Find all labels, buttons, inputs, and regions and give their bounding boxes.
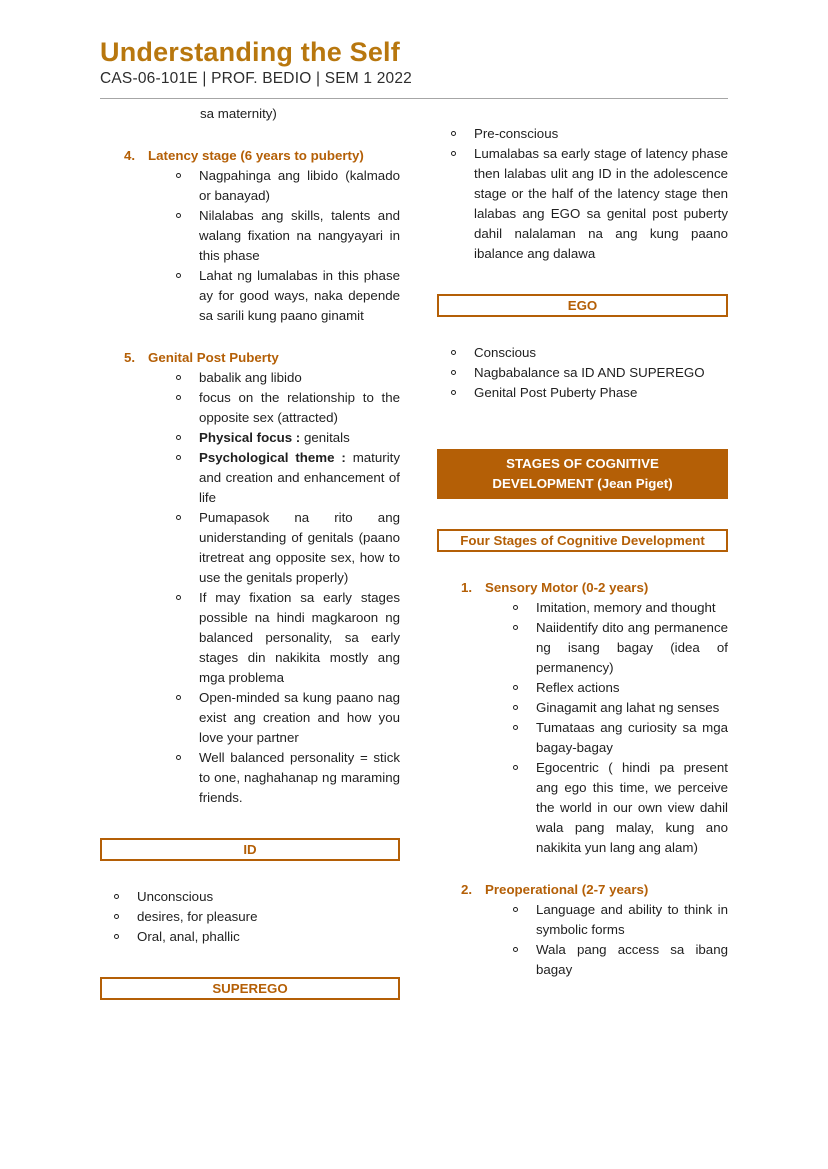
bullet-list [100, 887, 400, 947]
bullet-list [100, 368, 400, 808]
list-item [100, 748, 400, 808]
bullet-icon [114, 914, 119, 919]
section-heading [437, 880, 728, 900]
bullet-icon [513, 605, 518, 610]
bullet-icon [451, 390, 456, 395]
section-number: 1. [461, 580, 473, 595]
list-item-text: Pumapasok na rito ang uniderstanding of genitals (paano itretreat ang opposite sex, how to use the genitals properly) [199, 510, 400, 585]
list-item-text: Open-minded sa kung paano nag exist ang creation and how you love your partner [199, 690, 400, 745]
list-item [100, 448, 400, 508]
list-item [100, 428, 400, 448]
boxed-section-header: EGO [437, 294, 728, 317]
bullet-icon [176, 395, 181, 400]
list-item [437, 900, 728, 940]
list-item [100, 206, 400, 266]
document-header [100, 36, 728, 88]
header-divider [100, 98, 728, 99]
bullet-icon [114, 894, 119, 899]
list-item [437, 363, 728, 383]
section-heading-text: Sensory Motor (0-2 years) [485, 580, 649, 595]
bullet-icon [176, 455, 181, 460]
list-item-bold-label: Physical focus : [199, 430, 301, 445]
list-item-text: Nilalabas ang skills, talents and walang fixation na nangyayari in this phase [199, 208, 400, 263]
bullet-icon [513, 947, 518, 952]
bullet-list [100, 166, 400, 326]
list-item-text: Conscious [474, 345, 537, 360]
section-heading-text: Latency stage (6 years to puberty) [148, 148, 364, 163]
list-item [437, 698, 728, 718]
list-item-text: Oral, anal, phallic [137, 929, 240, 944]
boxed-section-header: SUPEREGO [100, 977, 400, 1000]
bullet-icon [176, 273, 181, 278]
list-item [437, 618, 728, 678]
list-item-text: Tumataas ang curiosity sa mga bagay-bagay [536, 720, 728, 755]
list-item [437, 144, 728, 264]
section-heading-text: Genital Post Puberty [148, 350, 279, 365]
list-item-text: If may fixation sa early stages possible na hindi magkaroon ng balanced personality, sa early stages din nakikita mostly ang mga problema [199, 590, 400, 685]
list-item [437, 940, 728, 980]
list-item-text: Naiidentify dito ang permanence ng isang bagay (idea of permanency) [536, 620, 728, 675]
bullet-icon [513, 725, 518, 730]
list-item-text: Unconscious [137, 889, 214, 904]
list-item-text: Wala pang access sa ibang bagay [536, 942, 728, 977]
list-item [100, 887, 400, 907]
list-item [100, 688, 400, 748]
bullet-icon [176, 173, 181, 178]
list-item-text: Nagbabalance sa ID AND SUPEREGO [474, 365, 705, 380]
bullet-icon [176, 435, 181, 440]
right-column [437, 124, 728, 980]
solid-section-banner: STAGES OF COGNITIVE DEVELOPMENT (Jean Piget) [437, 449, 728, 499]
bullet-icon [176, 375, 181, 380]
list-item-bold-label: Psychological theme : [199, 450, 346, 465]
list-item [100, 508, 400, 588]
list-item-text: Genital Post Puberty Phase [474, 385, 638, 400]
bullet-icon [114, 934, 119, 939]
bullet-icon [513, 705, 518, 710]
list-item [100, 388, 400, 428]
bullet-icon [176, 595, 181, 600]
list-item-text: desires, for pleasure [137, 909, 258, 924]
list-item [100, 907, 400, 927]
course-subtitle: CAS-06-101E | PROF. BEDIO | SEM 1 2022 [100, 70, 412, 87]
list-item-text: babalik ang libido [199, 370, 302, 385]
bullet-list [437, 598, 728, 858]
list-item-text: Pre-conscious [474, 126, 559, 141]
list-item [437, 758, 728, 858]
bullet-icon [176, 213, 181, 218]
bullet-icon [513, 625, 518, 630]
list-item-text: Ginagamit ang lahat ng senses [536, 700, 720, 715]
bullet-list [437, 343, 728, 403]
bullet-icon [176, 755, 181, 760]
bullet-icon [176, 515, 181, 520]
bullet-list [437, 900, 728, 980]
bullet-icon [176, 695, 181, 700]
bullet-icon [451, 370, 456, 375]
bullet-icon [451, 131, 456, 136]
list-item-text: Well balanced personality = stick to one, naghahanap ng maraming friends. [199, 750, 400, 805]
section-number: 5. [124, 350, 136, 365]
left-column [100, 104, 400, 1026]
bullet-icon [451, 350, 456, 355]
bullet-icon [451, 151, 456, 156]
bullet-icon [513, 685, 518, 690]
boxed-section-header: ID [100, 838, 400, 861]
section-heading [100, 146, 400, 166]
list-item-text: Egocentric ( hindi pa present ang ego this time, we perceive the world in our own view dahil wala pang malay, kung ano nakikita yun lang ang alam) [536, 760, 728, 855]
list-item-text: Imitation, memory and thought [536, 600, 716, 615]
list-item [100, 166, 400, 206]
list-item [437, 383, 728, 403]
list-item-text: focus on the relationship to the opposite sex (attracted) [199, 390, 400, 425]
list-item [437, 343, 728, 363]
list-item-text: Physical focus : genitals [199, 430, 350, 445]
list-item [100, 588, 400, 688]
list-item [100, 266, 400, 326]
section-number: 2. [461, 882, 473, 897]
page-title: Understanding the Self [100, 37, 400, 67]
list-item [437, 718, 728, 758]
list-item [100, 927, 400, 947]
list-item [437, 598, 728, 618]
boxed-section-header: Four Stages of Cognitive Development [437, 529, 728, 552]
list-item-text: Language and ability to think in symbolic forms [536, 902, 728, 937]
list-item [100, 368, 400, 388]
bullet-icon [513, 907, 518, 912]
list-item-text: Nagpahinga ang libido (kalmado or banayad) [199, 168, 400, 203]
section-number: 4. [124, 148, 136, 163]
bullet-icon [513, 765, 518, 770]
list-item [437, 678, 728, 698]
list-item [437, 124, 728, 144]
list-item-text: Reflex actions [536, 680, 620, 695]
section-heading [437, 578, 728, 598]
bullet-list [437, 124, 728, 264]
section-heading-text: Preoperational (2-7 years) [485, 882, 649, 897]
list-item-text: Psychological theme : maturity and creation and enhancement of life [199, 450, 400, 505]
continuation-text: sa maternity) [200, 106, 277, 121]
list-item-text: Lumalabas sa early stage of latency phase then lalabas ulit ang ID in the adolescence stage or the half of the latency stage then lalabas ang EGO sa genital post puberty dahil nalalaman na ang kung paano ibalance ang dalawa [474, 146, 728, 261]
list-item-text: Lahat ng lumalabas in this phase ay for good ways, naka depende sa sarili kung paano ginamit [199, 268, 400, 323]
section-heading [100, 348, 400, 368]
